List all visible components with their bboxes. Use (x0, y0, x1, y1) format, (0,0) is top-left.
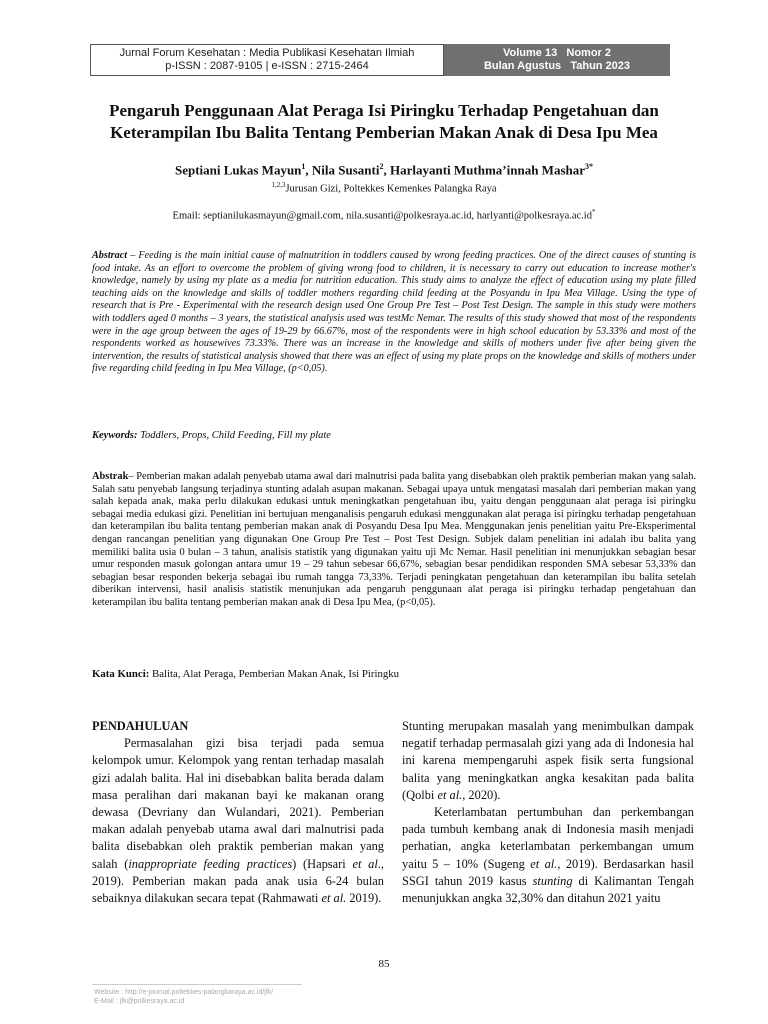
author-name: Harlayanti Muthma’innah Mashar (389, 162, 585, 178)
abstrak-label: Abstrak (92, 471, 129, 482)
paragraph-text: di Kalimantan Tengah menunjukkan angka 32,30% dan ditahun 2021 yaitu (402, 873, 694, 906)
paragraph-text: 2019). Berdasarkan hasil SSGI tahun 2019 kasus (402, 856, 695, 888)
email-text: Email: septianilukasmayun@gmail.com, nila.susanti@polkesraya.ac.id, harlyanti@polkesraya.ac.id (172, 210, 592, 222)
italic-term: et al., (530, 856, 561, 871)
paragraph (92, 735, 384, 907)
page-number: 85 (378, 958, 390, 970)
italic-term: stunting (532, 873, 573, 888)
italic-term: et al (352, 856, 378, 871)
journal-name: Jurnal Forum Kesehatan : Media Publikasi Kesehatan Ilmiah (119, 47, 415, 59)
affiliation (60, 181, 708, 195)
page-footer (94, 988, 273, 1006)
footer-divider (92, 984, 302, 985)
journal-info-box (90, 44, 444, 76)
paragraph (402, 718, 694, 804)
author-superscript: 1 (301, 162, 306, 171)
abstract-indonesian (92, 471, 696, 610)
affiliation-text: Jurusan Gizi, Poltekkes Kemenkes Palangka Raya (285, 183, 497, 195)
italic-term: inappropriate feeding practices (128, 856, 293, 871)
author-list: Septiani Lukas Mayun$^1$, Nila Susanti$^2$, Harlayanti Muthma’innah Mashar$^{3*}$ (174, 162, 593, 178)
keywords-english (92, 430, 696, 441)
paragraph-text: Keterlambatan pertumbuhan dan perkembangan pada tumbuh kembang anak di Indonesia masih menjadi perhatian, angka keterlambatan perkembangan umum yaitu 5 – 10% (Sugeng (402, 805, 694, 871)
body-column-left (92, 718, 384, 907)
abstract-english (92, 250, 696, 376)
author-name: Nila Susanti (311, 162, 380, 178)
keywords-text: Toddlers, Props, Child Feeding, Fill my plate (137, 430, 331, 441)
section-heading: PENDAHULUAN (92, 719, 189, 733)
email-superscript: * (591, 208, 596, 216)
kata-kunci-label: Kata Kunci: (92, 668, 150, 680)
italic-term: et al., (437, 787, 466, 802)
author-emails (60, 208, 708, 222)
journal-issn: p-ISSN : 2087-9105 | e-ISSN : 2715-2464 (165, 60, 369, 72)
paragraph-text: 2020). (465, 787, 501, 802)
keywords-indonesian (92, 668, 696, 680)
author-name: Septiani Lukas Mayun (174, 162, 302, 178)
affiliation-superscript: 1,2,3 (271, 181, 286, 189)
paragraph-text: 2019). (346, 891, 382, 906)
abstract-label: Abstract (92, 250, 128, 261)
paragraph-text: ) (Hapsari (292, 856, 353, 871)
issue-info-box (444, 44, 670, 76)
italic-term: et al. (321, 891, 347, 906)
body-column-right (402, 718, 694, 907)
paragraph-text: Permasalahan gizi bisa terjadi pada semua kelompok umur. Kelompok yang rentan terhadap masalah gizi adalah balita. Hal ini disebabkan balita berada dalam masa peralihan dari makanan bayi ke makanan orang dewasa (Devriany dan Wulandari, 2021). Pemberian makan adalah penyebab utama awal dari malnutrisi pada balita disebabkan oleh praktik pemberian makan yang salah ( (92, 736, 384, 871)
author-superscript: 2 (379, 162, 384, 171)
paragraph-text: ., 2019). Pemberian makan pada anak usia 6-24 bulan sebaiknya dilakukan secara tepat (Rahmawati (92, 856, 385, 906)
volume-number: Volume 13 Nomor 2 (503, 47, 611, 59)
author-superscript: 3* (585, 162, 593, 171)
issue-date: Bulan Agustus Tahun 2023 (483, 60, 631, 72)
abstrak-text: – Pemberian makan adalah penyebab utama awal dari malnutrisi pada balita yang disebabkan oleh praktik pemberian makan yang salah. Salah satu penyebab langsung terjadinya stunting adalah asupan makanan. Sebagai upaya untuk mengatasi masalah dari pemberian makan yang salah kepada anak, maka perlu dilakukan edukasi untuk meningkatkan pengetahuan ibu, yaitu dengan penggunaan alat peraga isi piringku sebagai media edukasi gizi. Penelitian ini bertujuan menganalisis pengaruh edukasi menggunakan alat peraga isi piringku terhadap pengetahuan dan keterampilan ibu balita tentang pemberian makan anak di Posyandu Desa Ipu Mea. Menggunakan jenis penelitian yaitu Pre-Eksperimental dengan rancangan penelitian yang digunakan One Group Pre Test – Post Test Design. Subjek dalam penelitian ini adalah ibu balita yang memiliki balita usia 0 bulan – 3 tahun, analisis statistik yang digunakan yaitu uji Mc Nemar. Hasil penelitian ini menunjukkan sebagian besar umur responden masuk golongan antara umur 19 – 29 tahun sebesar 66,67%, sebagian besar pendidikan responden SMA sebesar 53,33% dan sebagian besar responden bekerja sebagai ibu rumah tangga 73,33%. Terjadi peningkatan pengetahuan dan keterampilan ibu balita setelah diberikan intervensi, hasil analisis statistik menunjukan ada pengaruh penggunaan alat peraga isi piringku terhadap pengetahuan dan keterampilan ibu balita tentang pemberian makan anak di Desa Ipu Mea, (p<0,05). (92, 471, 696, 608)
kata-kunci-text: Balita, Alat Peraga, Pemberian Makan Anak, Isi Piringku (149, 668, 400, 680)
keywords-label: Keywords: (92, 430, 138, 441)
footer-website[interactable]: Website : http://e-journal.poltekkes-palangkaraya.ac.id/jfk/ (94, 989, 274, 996)
paragraph-text: Stunting merupakan masalah yang menimbulkan dampak negatif terhadap permasalah gizi yang ada di Indonesia hal ini karena mempengaruhi aspek fisik serta fungsional balita yang meningkatkan angka kesakitan pada balita (Qolbi (402, 719, 694, 802)
paragraph (402, 804, 694, 907)
paper-title: Pengaruh Penggunaan Alat Peraga Isi Piringku Terhadap Pengetahuan dan Keterampilan Ibu Balita Tentang Pemberian Makan Anak di Desa Ipu Mea (109, 101, 659, 142)
abstract-text: – Feeding is the main initial cause of malnutrition in toddlers caused by wrong feeding practices. One of the direct causes of stunting is food intake. As an effort to overcome the problem of giving wrong food to children, it is necessary to carry out education to increase mother's knowledge, namely by using my plate as a media for nutrition education. This study aims to analyze the effect of education using my plate filled teaching aids on the knowledge and skills of toddler mothers regarding child feeding at the Posyandu in Ipu Mea Village. Using the type of research that is Pre - Experimental with the research design used One Group Pre Test – Post Test Design. The sample in this study were mothers with toddlers aged 0 months – 3 years, the statistical analysis used was testMc Nemar. The results of this study showed that most of the respondents were in the age group between the ages of 19-29 by 66.67%, most of the respondents were in high school education by 53.33% and most of the respondents worked as housewives 73.33%. There was an increase in the knowledge and skills of mothers under five after being given the intervention, the results of statistical analysis showed that there was an effect of using my plate props on the knowledge and skills of mothers under five regarding child feeding in Ipu Mea Village, (p<0,05). (92, 250, 696, 375)
journal-header (90, 44, 670, 76)
footer-email[interactable]: E-Mail : jfk@polkesraya.ac.id (94, 998, 185, 1005)
